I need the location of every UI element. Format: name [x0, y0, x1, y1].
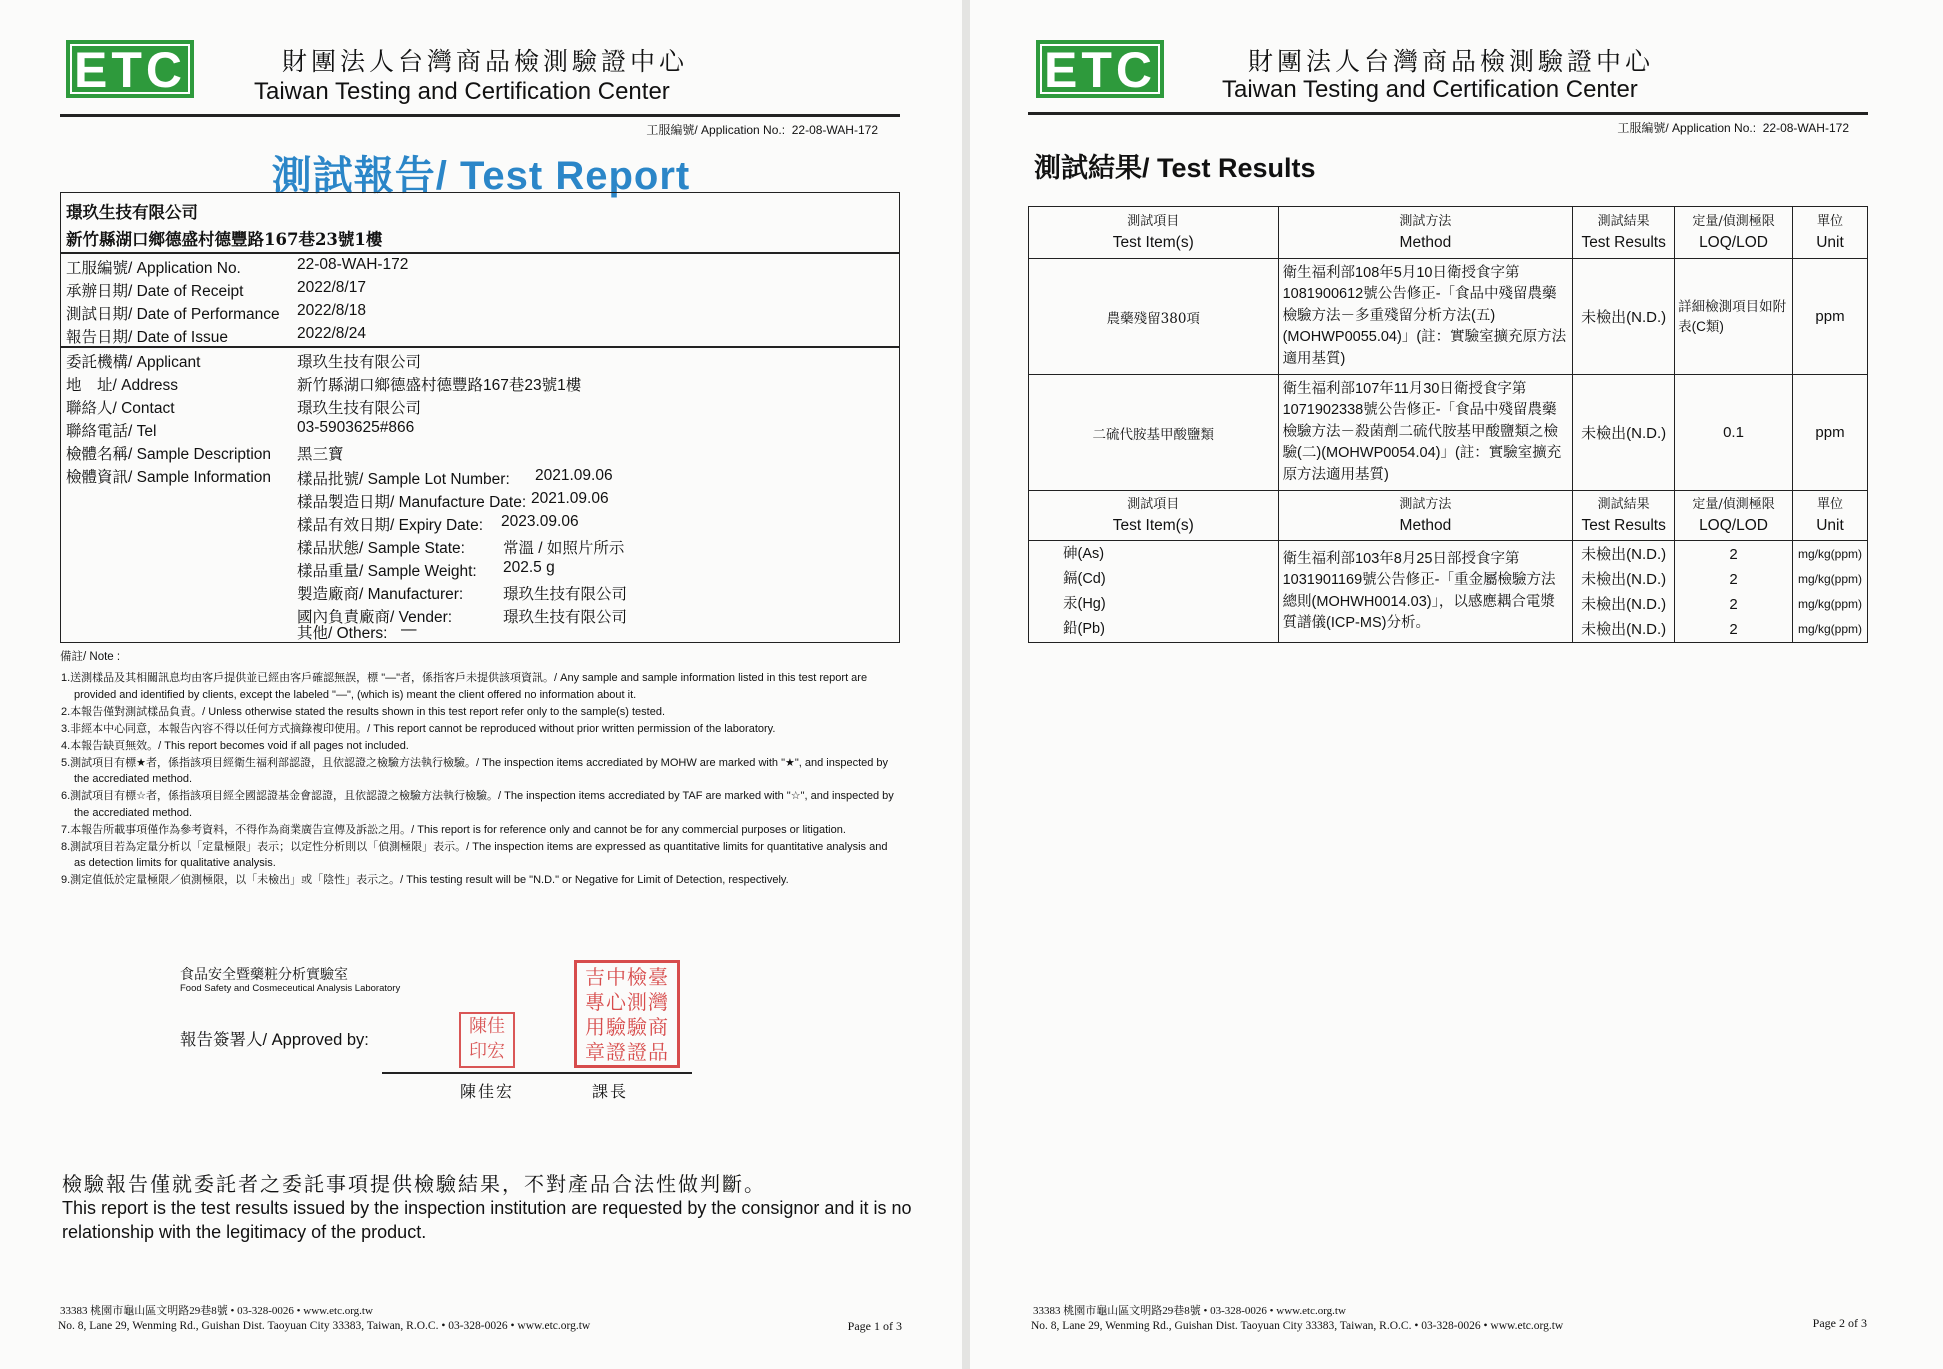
- application-number-value: 22-08-WAH-172: [1762, 121, 1849, 135]
- etc-logo: ETC: [66, 40, 194, 98]
- report-page-2: [970, 0, 1943, 1369]
- tel-value: 03-5903625#866: [297, 419, 415, 436]
- contact-label: 聯絡人/ Contact: [66, 400, 175, 417]
- metal-units: [1792, 541, 1867, 643]
- column-header: 定量/偵測極限 LOQ/LOD: [1675, 491, 1793, 541]
- sample-description-label: 檢體名稱/ Sample Description: [66, 446, 272, 463]
- note-item: 5.測試項目有標★者，係指該項目經衛生福利部認證，且依認證之檢驗方法執行檢驗。/ The inspection items accrediated by MOHW are marked with "★", and inspected by the accrediated method.: [61, 756, 889, 785]
- signer-name: 陳佳宏: [460, 1082, 515, 1101]
- disclaimer-en: This report is the test results issued by the inspection institution are requested by the consignor and it is no relationship with the legitimacy of the product.: [62, 1198, 912, 1242]
- column-header: 測試項目 Test Item(s): [1029, 207, 1279, 259]
- page-title: 測試報告/ Test Report: [271, 154, 691, 198]
- test-result: 未檢出(N.D.): [1573, 375, 1675, 491]
- column-header: 測試項目 Test Item(s): [1029, 491, 1279, 541]
- client-address: 新竹縣湖口鄉德盛村德豐路167巷23號1樓: [66, 230, 383, 249]
- application-number-value: 22-08-WAH-172: [791, 123, 878, 137]
- test-result: 未檢出(N.D.): [1581, 545, 1667, 563]
- column-header: 測試方法 Method: [1278, 491, 1573, 541]
- official-seal: 吉中檢臺 專心測灣 用驗驗商 章證證品: [574, 960, 680, 1068]
- info-value: 22-08-WAH-172: [297, 256, 409, 273]
- column-header: 定量/偵測極限 LOQ/LOD: [1675, 207, 1793, 259]
- test-result: 未檢出(N.D.): [1573, 259, 1675, 375]
- sample-info-label: 樣品重量/ Sample Weight:: [297, 563, 477, 580]
- etc-logo: ETC: [1036, 40, 1164, 98]
- note-item: 4.本報告缺頁無效。/ This report becomes void if all pages not included.: [61, 739, 409, 752]
- sample-info-label: 其他/ Others:: [297, 625, 388, 642]
- tel-label: 聯絡電話/ Tel: [66, 423, 157, 440]
- org-name-zh: 財團法人台灣商品檢測驗證中心: [1248, 47, 1655, 76]
- signer-seal: 陳佳 印宏: [459, 1012, 515, 1068]
- column-header: 測試方法 Method: [1278, 207, 1573, 259]
- footer-line-en: No. 8, Lane 29, Wenming Rd., Guishan Dist. Taoyuan City 33383, Taiwan, R.O.C. • 03-328-0026 • www.etc.org.tw: [1031, 1320, 1564, 1332]
- unit: ppm: [1792, 259, 1867, 375]
- sample-info-label: 樣品製造日期/ Manufacture Date:: [297, 494, 527, 511]
- org-name-en: Taiwan Testing and Certification Center: [254, 78, 670, 105]
- sample-info-value: 2021.09.06: [535, 467, 613, 484]
- note-item: 7.本報告所載事項僅作為參考資料，不得作為商業廣告宣傳及訴訟之用。/ This report is for reference only and cannot be for any commercial purposes or litigation.: [61, 823, 846, 836]
- application-number: [1617, 119, 1849, 136]
- signature-line: [382, 1072, 692, 1074]
- page-header: [0, 0, 962, 137]
- results-table: [1028, 206, 1868, 643]
- divider: [61, 252, 899, 254]
- column-header: 測試結果 Test Results: [1573, 491, 1675, 541]
- report-info-box: [60, 192, 900, 643]
- info-value: 2022/8/18: [297, 302, 366, 319]
- applicant-value: 璟玖生技有限公司: [297, 354, 422, 371]
- sample-info-value: 202.5 g: [503, 559, 555, 576]
- info-label: 工服編號/ Application No.: [66, 260, 241, 277]
- footer-line-zh: 33383 桃園市龜山區文明路29巷8號 • 03-328-0026 • www.etc.org.tw: [60, 1305, 373, 1317]
- note-item: 2.本報告僅對測試樣品負責。/ Unless otherwise stated the results shown in this test report refer only to the sample(s) tested.: [61, 705, 665, 718]
- page-gap: [962, 0, 970, 1369]
- sample-info-value: 璟玖生技有限公司: [503, 609, 628, 626]
- test-result: 未檢出(N.D.): [1581, 570, 1667, 588]
- org-name-en: Taiwan Testing and Certification Center: [1222, 76, 1638, 103]
- application-number-label: 工服編號/ Application No.:: [646, 123, 786, 137]
- sample-info-label: 樣品有效日期/ Expiry Date:: [297, 517, 484, 534]
- table-header-row: [1029, 207, 1868, 259]
- note-item: 9.測定值低於定量極限／偵測極限，以「未檢出」或「陰性」表示之。/ This testing result will be "N.D." or Negative for Limit of Detection, respectively.: [61, 874, 789, 886]
- divider: [61, 346, 899, 348]
- application-number: [646, 121, 878, 138]
- note-heading: 備註/ Note :: [60, 651, 121, 663]
- note-item: 3.非經本中心同意，本報告內容不得以任何方式摘錄複印使用。/ This report cannot be reproduced without prior written permission of the laboratory.: [61, 722, 776, 735]
- footer-line-en: No. 8, Lane 29, Wenming Rd., Guishan Dist. Taoyuan City 33383, Taiwan, R.O.C. • 03-328-0026 • www.etc.org.tw: [58, 1320, 591, 1332]
- notes-list: [60, 670, 900, 889]
- disclaimer-zh: 檢驗報告僅就委託者之委託事項提供檢驗結果，不對產品合法性做判斷。: [62, 1172, 766, 1196]
- address-value: 新竹縣湖口鄉德盛村德豐路167巷23號1樓: [297, 377, 582, 394]
- info-label: 測試日期/ Date of Performance: [66, 306, 280, 323]
- metal-item: 鉛(Pb): [1063, 620, 1105, 637]
- test-method: 衛生福利部103年8月25日部授食字第1031901169號公告修正-「重金屬檢驗方法總則(MOHWH0014.03)」，以感應耦合電漿質譜儀(ICP-MS)分析。: [1278, 541, 1573, 643]
- metal-results: [1573, 541, 1675, 643]
- unit: mg/kg(ppm): [1797, 621, 1862, 636]
- header-rule: [1028, 112, 1868, 115]
- loq-lod: 2: [1729, 570, 1738, 588]
- metal-item: 砷(As): [1063, 545, 1105, 562]
- client-name: 璟玖生技有限公司: [66, 203, 198, 222]
- column-header: 測試結果 Test Results: [1573, 207, 1675, 259]
- header-rule: [60, 114, 900, 117]
- org-name-zh: 財團法人台灣商品檢測驗證中心: [282, 47, 689, 76]
- approved-by-label: 報告簽署人/ Approved by:: [180, 1031, 369, 1049]
- loq-lod: 2: [1729, 545, 1738, 563]
- address-label: 地 址/ Address: [66, 377, 178, 394]
- test-item: 農藥殘留380項: [1029, 259, 1279, 375]
- signer-title: 課長: [592, 1082, 629, 1101]
- report-page-1: [0, 0, 962, 1369]
- loq-lod: 0.1: [1675, 375, 1793, 491]
- sample-info-label: 樣品狀態/ Sample State:: [297, 540, 465, 557]
- test-method: 衛生福利部108年5月10日衛授食字第1081900612號公告修正-「食品中殘留農藥檢驗方法－多重殘留分析方法(五)(MOHWP0055.04)」(註：實驗室擴充原方法適用基質): [1278, 259, 1573, 375]
- info-label: 承辦日期/ Date of Receipt: [66, 283, 244, 300]
- note-item: 1.送測樣品及其相關訊息均由客戶提供並已經由客戶確認無誤，標 "—"者，係指客戶未提供該項資訊。/ Any sample and sample information listed in this test report are provided and identified by clients, except the labeled "—", (which is) meant the client offered no information about it.: [61, 672, 868, 701]
- sample-info-label: 製造廠商/ Manufacturer:: [297, 586, 464, 603]
- table-row: [1029, 259, 1868, 375]
- test-method: 衛生福利部107年11月30日衛授食字第1071902338號公告修正-「食品中殘留農藥檢驗方法－殺菌劑二硫代胺基甲酸鹽類之檢驗(二)(MOHWP0054.04)」(註：實驗室擴充原方法適用基質): [1278, 375, 1573, 491]
- table-header-row: [1029, 491, 1868, 541]
- sample-info-value: 2021.09.06: [531, 490, 609, 507]
- note-item: 6.測試項目有標☆者，係指該項目經全國認證基金會認證，且依認證之檢驗方法執行檢驗。/ The inspection items accrediated by TAF are marked with "☆", and inspected by the accrediated method.: [61, 790, 894, 819]
- results-title: 測試結果/ Test Results: [1034, 153, 1316, 183]
- info-label: 報告日期/ Date of Issue: [66, 329, 228, 346]
- sample-info-label: 樣品批號/ Sample Lot Number:: [297, 471, 510, 488]
- lab-name-zh: 食品安全暨藥粧分析實驗室: [180, 967, 348, 983]
- sample-info-value: —: [401, 621, 417, 638]
- test-item: 二硫代胺基甲酸鹽類: [1029, 375, 1279, 491]
- test-result: 未檢出(N.D.): [1581, 620, 1667, 638]
- metal-item: 鎘(Cd): [1063, 570, 1106, 587]
- page-number: Page 1 of 3: [847, 1319, 902, 1333]
- metal-loq: [1675, 541, 1793, 643]
- unit: mg/kg(ppm): [1797, 571, 1862, 586]
- loq-lod: 2: [1729, 620, 1738, 638]
- column-header: 單位 Unit: [1792, 207, 1867, 259]
- info-value: 2022/8/24: [297, 325, 366, 342]
- application-number-label: 工服編號/ Application No.:: [1617, 121, 1757, 135]
- metal-items: [1029, 541, 1279, 643]
- test-result: 未檢出(N.D.): [1581, 595, 1667, 613]
- sample-info-value: 常溫 / 如照片所示: [503, 540, 625, 557]
- unit: ppm: [1792, 375, 1867, 491]
- contact-value: 璟玖生技有限公司: [297, 400, 422, 417]
- page-number: Page 2 of 3: [1812, 1316, 1867, 1330]
- unit: mg/kg(ppm): [1797, 596, 1862, 611]
- unit: mg/kg(ppm): [1797, 546, 1862, 561]
- sample-information-label: 檢體資訊/ Sample Information: [66, 469, 272, 486]
- loq-lod: 詳細檢測項目如附表(C類): [1675, 259, 1793, 375]
- info-value: 2022/8/17: [297, 279, 366, 296]
- sample-info-label: 國內負責廠商/ Vender:: [297, 609, 453, 626]
- lab-name-en: Food Safety and Cosmeceutical Analysis Laboratory: [180, 983, 401, 994]
- sample-info-value: 2023.09.06: [501, 513, 579, 530]
- page-header: [970, 0, 1943, 135]
- loq-lod: 2: [1729, 595, 1738, 613]
- table-row: [1029, 541, 1868, 643]
- applicant-label: 委託機構/ Applicant: [66, 354, 201, 371]
- sample-description-value: 黑三寶: [297, 446, 344, 463]
- sample-info-value: 璟玖生技有限公司: [503, 586, 628, 603]
- note-item: 8.測試項目若為定量分析以「定量極限」表示；以定性分析則以「偵測極限」表示。/ The inspection items are expressed as quantitative limits for quantitative analysis and as detection limits for qualitative analysis.: [61, 840, 888, 869]
- footer-line-zh: 33383 桃園市龜山區文明路29巷8號 • 03-328-0026 • www.etc.org.tw: [1033, 1305, 1346, 1317]
- metal-item: 汞(Hg): [1063, 595, 1106, 612]
- table-row: [1029, 375, 1868, 491]
- column-header: 單位 Unit: [1792, 491, 1867, 541]
